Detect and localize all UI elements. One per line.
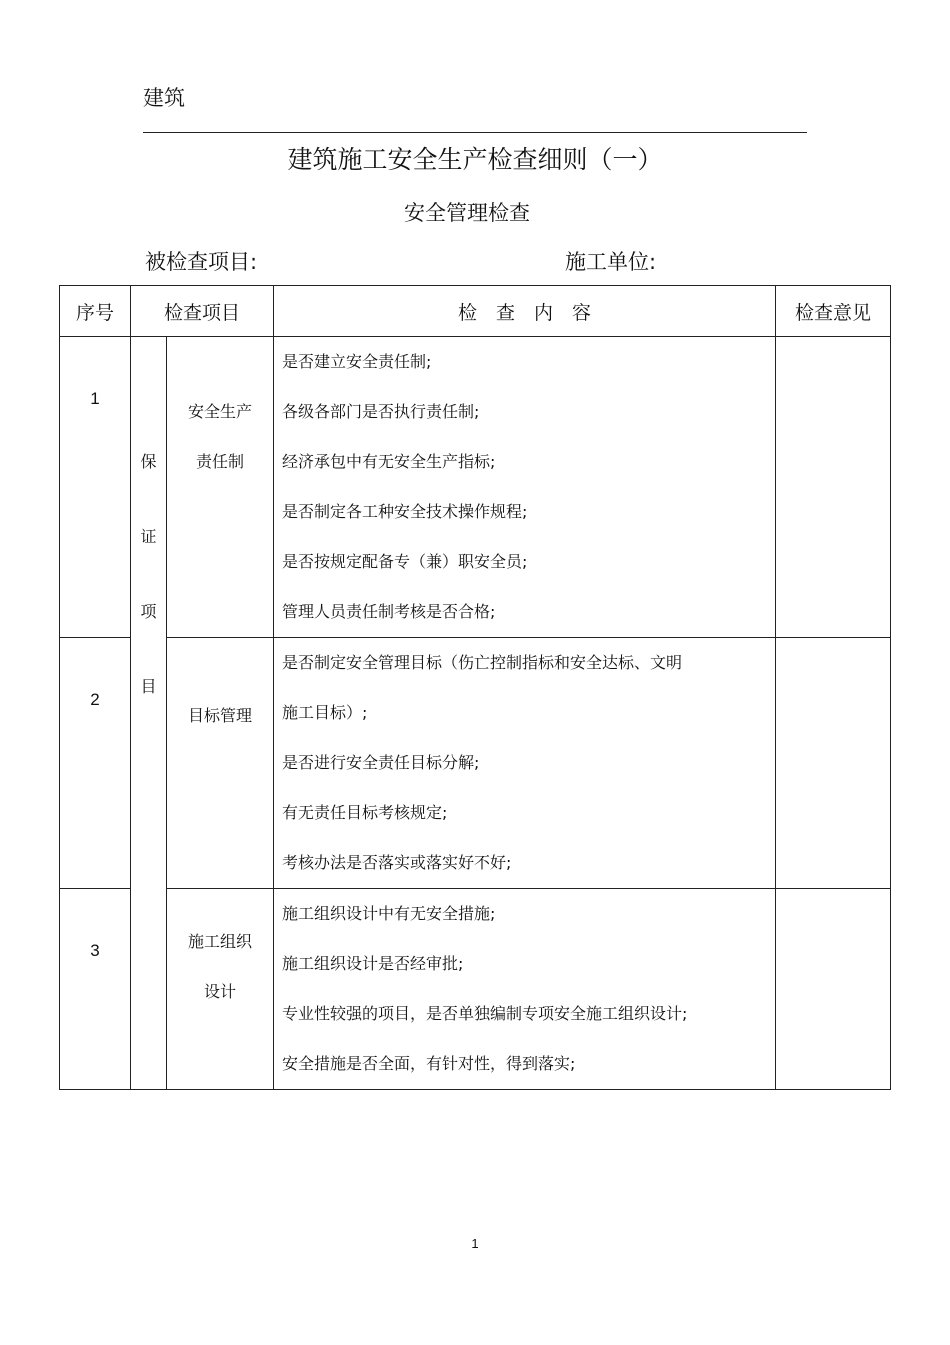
item-line: 目标管理 [188, 706, 253, 725]
content-line: 施工目标）; [282, 703, 368, 722]
header-content: 检 查 内 容 [274, 286, 776, 337]
row-seq: 1 [60, 337, 131, 638]
content-line: 是否建立安全责任制; [282, 352, 432, 371]
content-line: 是否制定安全管理目标（伤亡控制指标和安全达标、文明 [282, 653, 683, 672]
row-content [274, 889, 776, 1090]
content-line: 经济承包中有无安全生产指标; [282, 452, 496, 471]
header-item: 检查项目 [131, 286, 274, 337]
document-subtitle: 安全管理检查 [404, 201, 530, 225]
content-line: 各级各部门是否执行责任制; [282, 402, 480, 421]
content-line: 是否进行安全责任目标分解; [282, 753, 480, 772]
group-char: 保 [140, 452, 157, 471]
group-char: 项 [140, 602, 157, 621]
header-text: 建筑 [143, 86, 185, 110]
row-opinion [776, 889, 891, 1090]
header-opinion: 检查意见 [776, 286, 891, 337]
unit-label: 施工单位: [565, 250, 657, 274]
content-line: 施工组织设计是否经审批; [282, 954, 464, 973]
row-seq: 2 [60, 638, 131, 889]
item-line: 施工组织 [188, 932, 253, 951]
content-line: 管理人员责任制考核是否合格; [282, 602, 496, 621]
content-line: 是否按规定配备专（兼）职安全员; [282, 552, 528, 571]
row-item [167, 638, 274, 889]
table-row [60, 889, 891, 1090]
row-content [274, 638, 776, 889]
row-content [274, 337, 776, 638]
content-line: 专业性较强的项目，是否单独编制专项安全施工组织设计; [282, 1004, 688, 1023]
group-cell-guarantee-items [131, 337, 167, 1090]
content-line: 施工组织设计中有无安全措施; [282, 904, 496, 923]
content-line: 有无责任目标考核规定; [282, 803, 448, 822]
group-char: 证 [140, 527, 157, 546]
content-line: 安全措施是否全面，有针对性，得到落实; [282, 1054, 576, 1073]
table-header-row [60, 286, 891, 337]
row-item [167, 337, 274, 638]
inspection-table [59, 285, 891, 1090]
project-label: 被检查项目: [145, 250, 258, 274]
row-item [167, 889, 274, 1090]
item-line: 责任制 [196, 452, 245, 471]
content-line: 是否制定各工种安全技术操作规程; [282, 502, 528, 521]
page-number: 1 [471, 1236, 479, 1251]
row-seq: 3 [60, 889, 131, 1090]
row-opinion [776, 337, 891, 638]
header-rule [143, 132, 807, 133]
item-line: 设计 [204, 982, 237, 1001]
table-row [60, 638, 891, 889]
row-opinion [776, 638, 891, 889]
content-line: 考核办法是否落实或落实好不好; [282, 853, 512, 872]
document-title: 建筑施工安全生产检查细则（一） [287, 145, 663, 174]
item-line: 安全生产 [188, 402, 253, 421]
table-row [60, 337, 891, 638]
header-seq: 序号 [60, 286, 131, 337]
group-char: 目 [140, 677, 157, 696]
